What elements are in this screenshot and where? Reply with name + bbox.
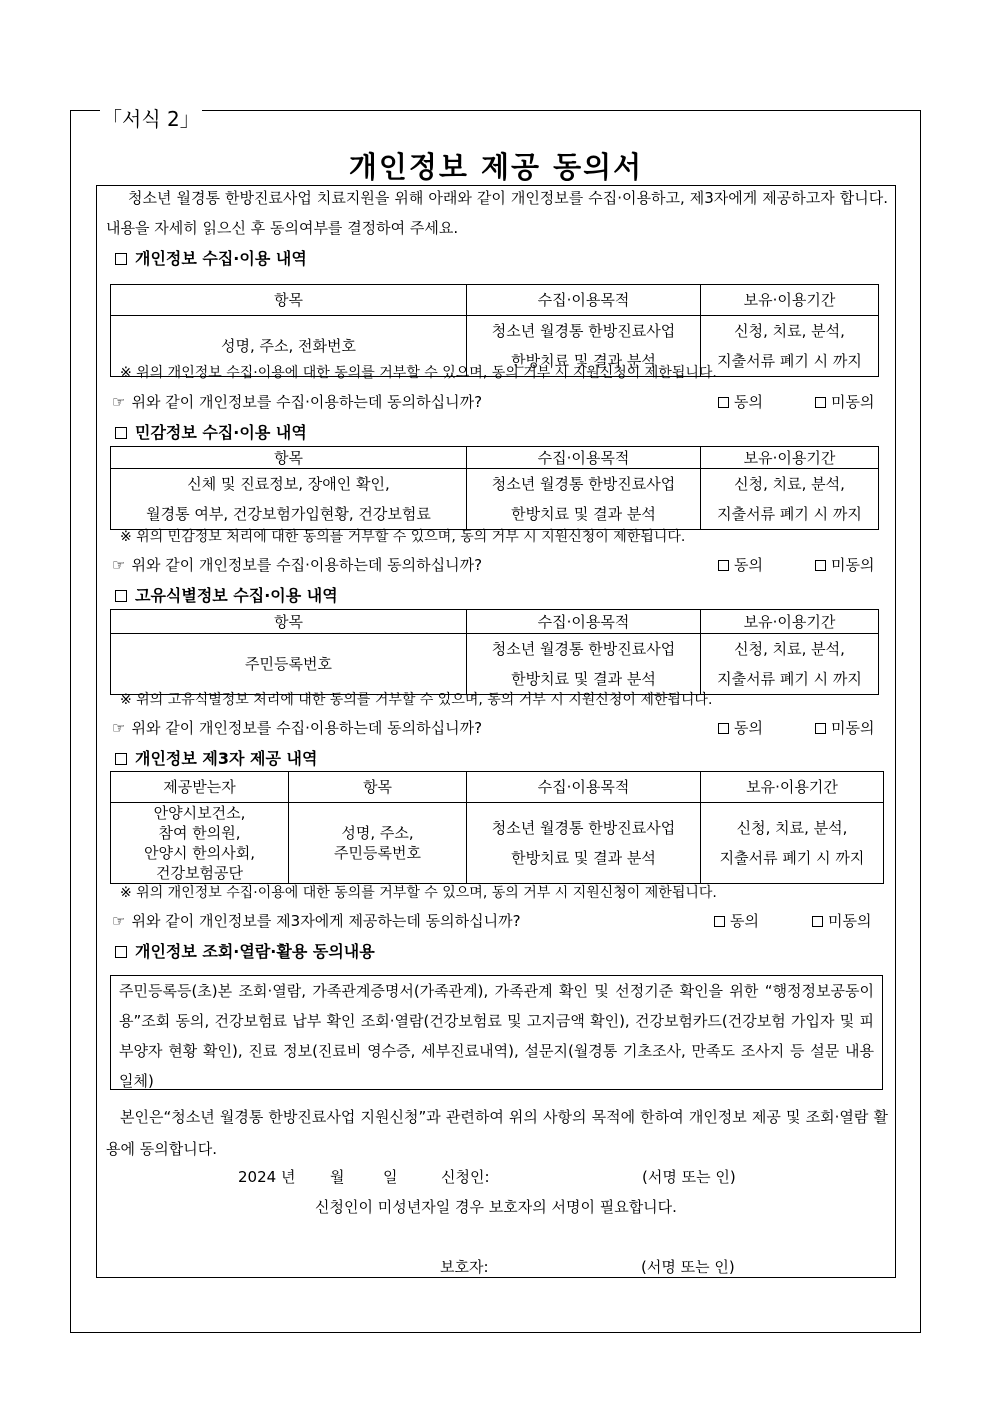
section1-note: ※ 위의 개인정보 수집·이용에 대한 동의를 거부할 수 있으며, 동의 거부 시 지원신청이 제한됩니다.	[120, 365, 717, 381]
checkbox-square-icon	[115, 753, 127, 765]
checkbox-icon	[714, 916, 725, 927]
intro-paragraph	[106, 183, 888, 243]
section2-question: ☞ 위와 같이 개인정보를 수집·이용하는데 동의하십니까?	[112, 556, 483, 574]
section5-heading: 개인정보 조회·열람·활용 동의내용	[115, 939, 375, 962]
section4-period: 신청, 치료, 분석, 지출서류 폐기 시 까지	[701, 803, 884, 884]
header-purpose: 수집·이용목적	[467, 610, 701, 634]
sign-day: 일	[383, 1168, 398, 1186]
section3-agree-checkbox[interactable]: 동의	[718, 717, 763, 738]
checkbox-square-icon	[115, 253, 127, 265]
section2-table	[110, 446, 879, 530]
section3-purpose: 청소년 월경통 한방진료사업 한방치료 및 결과 분석	[467, 634, 701, 695]
section5-content-box	[110, 975, 883, 1090]
conclusion-paragraph	[106, 1101, 888, 1165]
intro-text: 청소년 월경통 한방진료사업 치료지원을 위해 아래와 같이 개인정보를 수집·이용하고, 제3자에게 제공하고자 합니다. 내용을 자세히 읽으신 후 동의여부를 결정하여 주세요.	[106, 189, 888, 237]
checkbox-square-icon	[115, 590, 127, 602]
section4-note: ※ 위의 개인정보 수집·이용에 대한 동의를 거부할 수 있으며, 동의 거부 시 지원신청이 제한됩니다.	[120, 885, 717, 901]
section4-table	[110, 771, 884, 884]
header-item: 항목	[111, 447, 467, 469]
section1-question: ☞ 위와 같이 개인정보를 수집·이용하는데 동의하십니까?	[112, 393, 483, 411]
section2-disagree-checkbox[interactable]: 미동의	[815, 554, 874, 575]
section4-question: ☞ 위와 같이 개인정보를 제3자에게 제공하는데 동의하십니까?	[112, 912, 521, 930]
pointing-hand-icon: ☞	[112, 556, 126, 574]
checkbox-icon	[815, 560, 826, 571]
section4-item: 성명, 주소, 주민등록번호	[289, 803, 467, 884]
pointing-hand-icon: ☞	[112, 912, 126, 930]
sign-month: 월	[330, 1168, 345, 1186]
section4-disagree-checkbox[interactable]: 미동의	[812, 910, 871, 931]
applicant-sign-hint: (서명 또는 인)	[642, 1168, 736, 1186]
section2-period: 신청, 치료, 분석, 지출서류 폐기 시 까지	[701, 469, 879, 530]
section1-purpose: 청소년 월경통 한방진료사업 한방치료 및 결과 분석	[467, 316, 701, 377]
checkbox-icon	[718, 723, 729, 734]
section1-heading: 개인정보 수집·이용 내역	[115, 246, 307, 269]
header-item: 항목	[111, 285, 467, 316]
document-title: 개인정보 제공 동의서	[348, 150, 644, 184]
header-recipient: 제공받는자	[111, 772, 289, 803]
section1-period: 신청, 치료, 분석, 지출서류 폐기 시 까지	[701, 316, 879, 377]
header-purpose: 수집·이용목적	[467, 772, 701, 803]
checkbox-icon	[815, 723, 826, 734]
checkbox-icon	[718, 560, 729, 571]
section4-recipients: 안양시보건소, 참여 한의원, 안양시 한의사회, 건강보험공단	[111, 803, 289, 884]
checkbox-icon	[815, 397, 826, 408]
header-item: 항목	[111, 610, 467, 634]
header-period: 보유·이용기간	[701, 285, 879, 316]
section5-content: 주민등록등(초)본 조회·열람, 가족관계증명서(가족관계), 가족관계 확인 및 선정기준 확인을 위한 “행정정보공동이용”조회 동의, 건강보험료 납부 확인 조회·열람(건강보험료 및 고지금액 확인), 건강보험카드(건강보험 가입자 및 피부양자 현황 확인), 진료 정보(진료비 영수증, 세부진료내역), 설문지(월경통 기초조사, 만족도 조사지 등 설문 내용 일체)	[119, 982, 874, 1090]
header-item: 항목	[289, 772, 467, 803]
section2-purpose: 청소년 월경통 한방진료사업 한방치료 및 결과 분석	[467, 469, 701, 530]
section3-note: ※ 위의 고유식별정보 처리에 대한 동의를 거부할 수 있으며, 동의 거부 시 지원신청이 제한됩니다.	[120, 692, 713, 708]
section3-question: ☞ 위와 같이 개인정보를 수집·이용하는데 동의하십니까?	[112, 719, 483, 737]
section3-heading: 고유식별정보 수집·이용 내역	[115, 583, 338, 606]
section1-disagree-checkbox[interactable]: 미동의	[815, 391, 874, 412]
pointing-hand-icon: ☞	[112, 393, 126, 411]
sign-year: 2024 년	[238, 1168, 296, 1186]
section2-item: 신체 및 진료정보, 장애인 확인, 월경통 여부, 건강보험가입현황, 건강보험료	[111, 469, 467, 530]
header-period: 보유·이용기간	[701, 447, 879, 469]
section4-heading: 개인정보 제3자 제공 내역	[115, 746, 317, 769]
header-purpose: 수집·이용목적	[467, 285, 701, 316]
form-number-label: 「서식 2」	[100, 103, 202, 132]
section3-item: 주민등록번호	[111, 634, 467, 695]
guardian-note: 신청인이 미성년자일 경우 보호자의 서명이 필요합니다.	[315, 1198, 677, 1216]
pointing-hand-icon: ☞	[112, 719, 126, 737]
checkbox-square-icon	[115, 427, 127, 439]
checkbox-icon	[812, 916, 823, 927]
section1-agree-checkbox[interactable]: 동의	[718, 391, 763, 412]
header-period: 보유·이용기간	[701, 610, 879, 634]
header-purpose: 수집·이용목적	[467, 447, 701, 469]
conclusion-text: 본인은“청소년 월경통 한방진료사업 지원신청”과 관련하여 위의 사항의 목적에 한하여 개인정보 제공 및 조회·열람 활용에 동의합니다.	[106, 1108, 888, 1158]
section2-heading: 민감정보 수집·이용 내역	[115, 420, 307, 443]
section4-purpose: 청소년 월경통 한방진료사업 한방치료 및 결과 분석	[467, 803, 701, 884]
section2-agree-checkbox[interactable]: 동의	[718, 554, 763, 575]
header-period: 보유·이용기간	[701, 772, 884, 803]
section4-agree-checkbox[interactable]: 동의	[714, 910, 759, 931]
section2-note: ※ 위의 민감정보 처리에 대한 동의를 거부할 수 있으며, 동의 거부 시 지원신청이 제한됩니다.	[120, 529, 686, 545]
section3-period: 신청, 치료, 분석, 지출서류 폐기 시 까지	[701, 634, 879, 695]
section3-table	[110, 609, 879, 695]
applicant-label: 신청인:	[441, 1168, 490, 1186]
checkbox-square-icon	[115, 946, 127, 958]
section3-disagree-checkbox[interactable]: 미동의	[815, 717, 874, 738]
guardian-label: 보호자:	[440, 1258, 489, 1276]
guardian-sign-hint: (서명 또는 인)	[641, 1258, 735, 1276]
checkbox-icon	[718, 397, 729, 408]
section1-item: 성명, 주소, 전화번호	[111, 316, 467, 377]
